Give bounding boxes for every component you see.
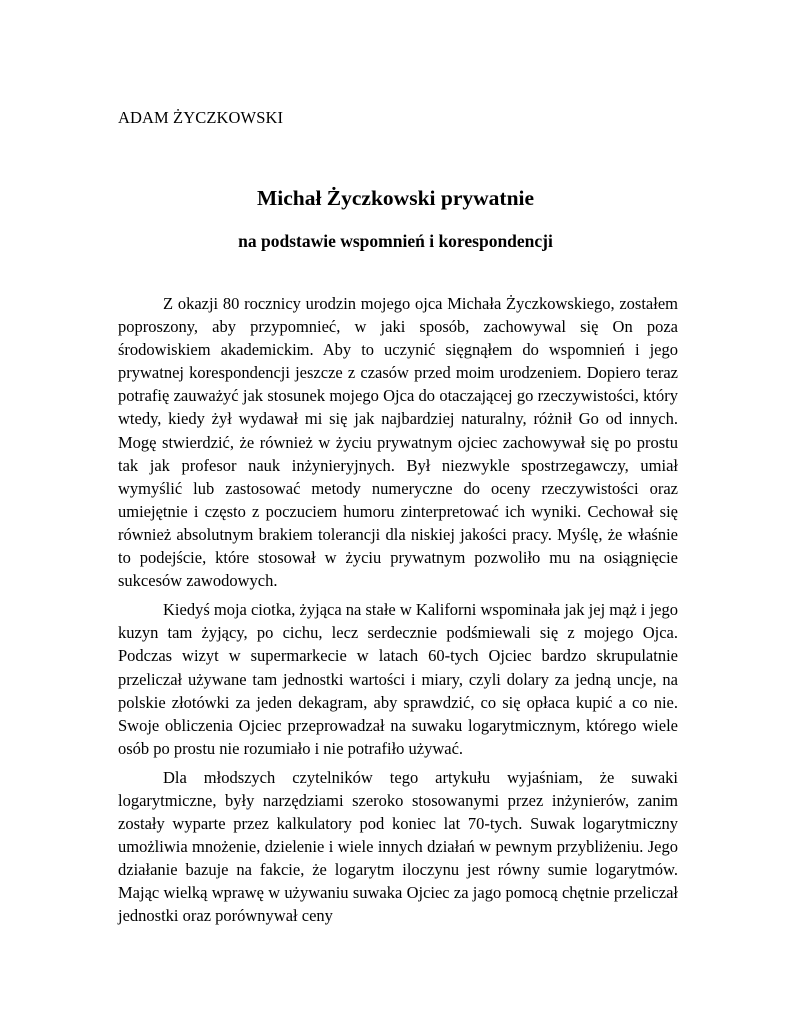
article-subtitle: na podstawie wspomnień i korespondencji [238,231,553,251]
author-name: ADAM ŻYCZKOWSKI [118,108,284,127]
article-title: Michał Życzkowski prywatnie [256,186,535,210]
body-paragraph: Dla młodszych czytelników tego artykułu wyjaśniam, że suwaki logarytmiczne, były narzędziami szeroko stosowanymi przez inżynierów, zanim zostały wyparte przez kalkulatory pod koniec lat 70-tych. Suwak logarytmiczny umożliwia mnożenie, dzielenie i wiele innych działań w pewnym przybliżeniu. Jego działanie bazuje na fakcie, że logarytm iloczynu jest równy sumie logarytmów. Mając wielką wprawę w używaniu suwaka Ojciec za jago pomocą chętnie przeliczał jednostki oraz porównywał ceny [118,767,678,926]
body-paragraph: Kiedyś moja ciotka, żyjąca na stałe w Kaliforni wspominała jak jej mąż i jego kuzyn tam żyjący, po cichu, lecz serdecznie podśmiewali się z mojego Ojca. Podczas wizyt w supermarkecie w latach 60-tych Ojciec bardzo skrupulatnie przeliczał używane tam jednostki wartości i miary, czyli dolary za jedną uncje, na polskie złotówki za jeden dekagram, aby sprawdzić, co się opłaca kupić a co nie. Swoje obliczenia Ojciec przeprowadzał na suwaku logarytmicznym, którego wiele osób po prostu nie rozumiało i nie potrafiło używać. [118,600,678,758]
body-paragraph: Z okazji 80 rocznicy urodzin mojego ojca Michała Życzkowskiego, zostałem poproszony, aby przypomnieć, w jaki sposób, zachowywal się On poza środowiskiem akademickim. Aby to uczynić sięgnąłem do wspomnień i jego prywatnej korespondencji jeszcze z czasów przed moim urodzeniem. Dopiero teraz potrafię zauważyć jak stosunek mojego Ojca do otaczającej go rzeczywistości, który wtedy, kiedy żył wydawał mi się jak najbardziej naturalny, różnił Go od innych. Mogę stwierdzić, że również w życiu prywatnym ojciec zachowywał się po prostu tak jak profesor nauk inżynieryjnych. Był niezwykle spostrzegawczy, umiał wymyślić lub zastosować metody numeryczne do oceny rzeczywistości oraz umiejętnie i często z poczuciem humoru zinterpretować ich wyniki. Cechował się również absolutnym brakiem tolerancji dla niskiej jakości pracy. Myślę, że właśnie to podejście, które stosował w życiu prywatnym pozwoliło mu na osiągnięcie sukcesów zawodowych. [118,294,678,591]
article-body [118,292,678,934]
